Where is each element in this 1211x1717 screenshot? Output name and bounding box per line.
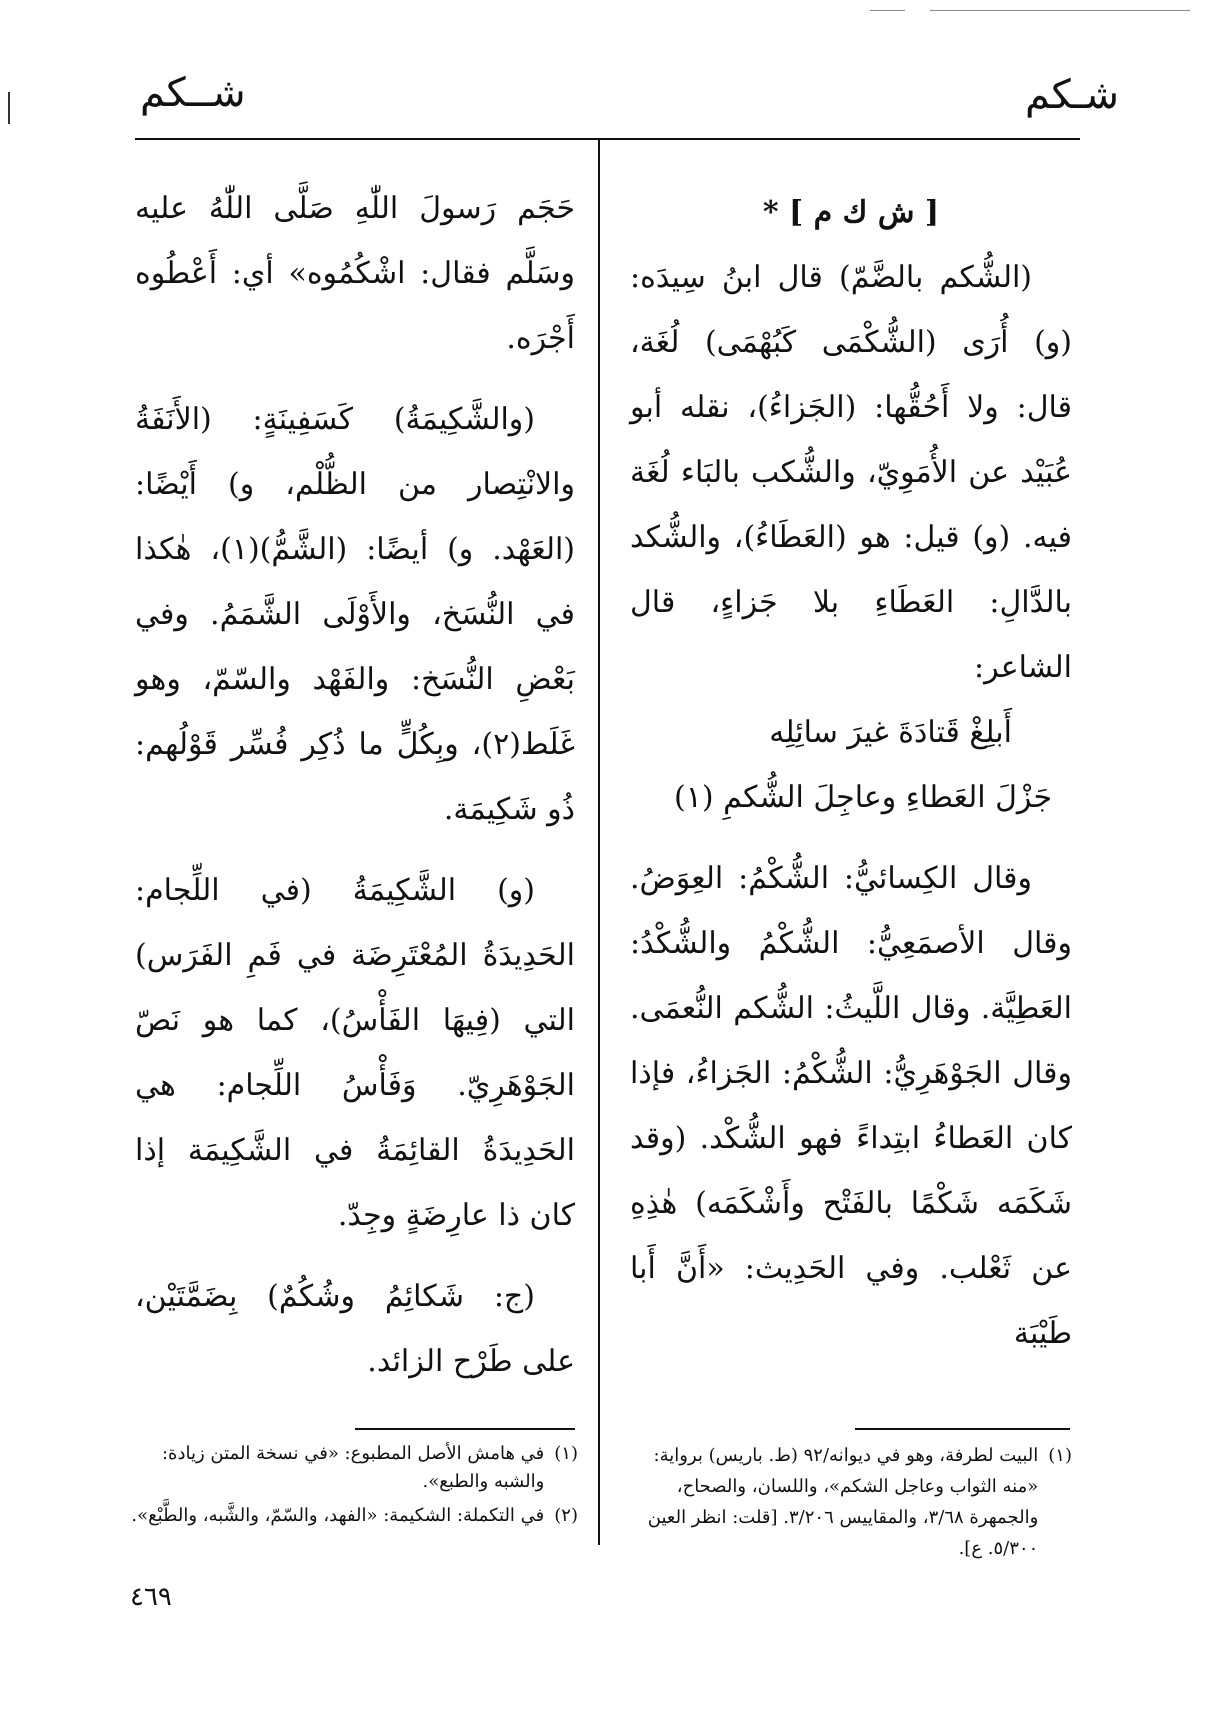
top-edge-rule	[870, 10, 905, 11]
right-paragraph-2: وقال الكِسائيُّ: الشُّكْمُ: العِوَضُ. وقال الأصمَعِيُّ: الشُّكْمُ والشُّكْدُ: العَطِيَّة. وقال اللَّيثُ: الشُّكم النُّعمَى. وقال الجَوْهَرِيُّ: الشُّكْمُ: الجَزاءُ، فإذا كان العَطاءُ ابتِداءً فهو الشُّكْد. (وقد شَكَمَه شَكْمًا بالفَتْح وأَشْكَمَه) هٰذِهِ عن ثَعْلب. وفي الحَدِيث: «أَنَّ أَبا طَيْبَة	[630, 861, 1072, 1351]
footnote-number: (١)	[1048, 1445, 1072, 1466]
footnote-text: في هامش الأصل المطبوع: «في نسخة المتن زيادة: والشبه والطبع».	[161, 1443, 545, 1492]
entry-heading: [ ش ك م ] *	[762, 195, 940, 230]
verse-line-2: جَزْلَ العَطاءِ وعاجِلَ الشُّكمِ (١)	[674, 780, 1052, 815]
footnotes-left	[130, 1440, 578, 1530]
left-paragraph-4: (ج: شَكائِمُ وشُكُمٌ) بِضَمَّتَيْن، على طَرْح الزائد.	[135, 1279, 575, 1379]
header-rule	[135, 138, 1080, 140]
footnote-item	[630, 1440, 1072, 1564]
footnote-text: البيت لطرفة، وهو في ديوانه/٩٢ (ط. باريس) برواية: «منه الثواب وعاجل الشكم»، واللسان، والصحاح، والجمهرة ٣/٦٨، والمقاييس ٣/٢٠٦. [قلت: انظر العين ٥/٣٠٠. ع].	[647, 1445, 1039, 1559]
column-divider	[598, 140, 600, 1545]
top-edge-rule-2	[930, 10, 1190, 11]
footnote-rule-right	[855, 1428, 1070, 1430]
left-column	[135, 176, 575, 1394]
right-paragraph-1: (الشُّكم بالضَّمّ) قال ابنُ سِيدَه: (و) أُرَى (الشُّكْمَى كَبُهْمَى) لُغَة، قال: ولا أَحُقُّها: (الجَزاءُ)، نقله أبو عُبَيْد عن الأُمَوِيّ، والشُّكب بالبَاء لُغَة فيه. (و) قيل: هو (العَطَاءُ)، والشُّكد بالدَّالِ: العَطَاءِ بلا جَزاءٍ، قال الشاعر:	[630, 260, 1072, 685]
footnote-rule-left	[355, 1428, 575, 1430]
left-paragraph-2: (والشَّكِيمَةُ) كَسَفِينَةٍ: (الأَنَفَةُ والانْتِصار من الظُّلْم، و) أَيْضًا: (العَهْد. و) أيضًا: (الشَّمُّ)(١)، هٰكذا في النُّسَخ، والأَوْلَى الشَّمَمُ. وفي بَعْضِ النُّسَخ: والفَهْد والسّمّ، وهو غَلَط(٢)، وبِكُلٍّ ما ذُكِر فُسِّر قَوْلُهم: ذُو شَكِيمَة.	[135, 402, 575, 827]
footnote-item	[130, 1502, 578, 1530]
running-header-left: شــكم	[140, 70, 246, 116]
footnote-number: (٢)	[554, 1505, 578, 1526]
verse-line-1: أَبلِغْ قَتادَةَ غيرَ سائِلِه	[769, 715, 1012, 750]
left-margin-tick	[8, 92, 10, 124]
footnote-number: (١)	[554, 1443, 578, 1464]
footnote-text: في التكملة: الشكيمة: «الفهد، والسّمّ، والشَّبه، والطَّبْع».	[131, 1505, 545, 1526]
left-paragraph-3: (و) الشَّكِيمَةُ (في اللِّجام: الحَدِيدَةُ المُعْتَرِضَة في فَمِ الفَرَس) التي (فِيهَا الفَأْسُ)، كما هو نَصّ الجَوْهَرِيّ. وَفَأْسُ اللِّجام: هي الحَدِيدَةُ القائِمَةُ في الشَّكِيمَة إذا كان ذا عارِضَةٍ وجِدّ.	[135, 873, 575, 1233]
running-header-right: شـكم	[1025, 72, 1119, 118]
right-column	[630, 180, 1072, 1366]
page-number: ٤٦٩	[130, 1582, 172, 1612]
footnotes-right	[630, 1440, 1072, 1564]
left-paragraph-1: حَجَم رَسولَ اللّٰهِ صَلَّى اللّٰهُ عليه وسَلَّم فقال: اشْكُمُوه» أي: أَعْطُوه أَجْرَه.	[135, 191, 575, 356]
footnote-item	[130, 1440, 578, 1496]
